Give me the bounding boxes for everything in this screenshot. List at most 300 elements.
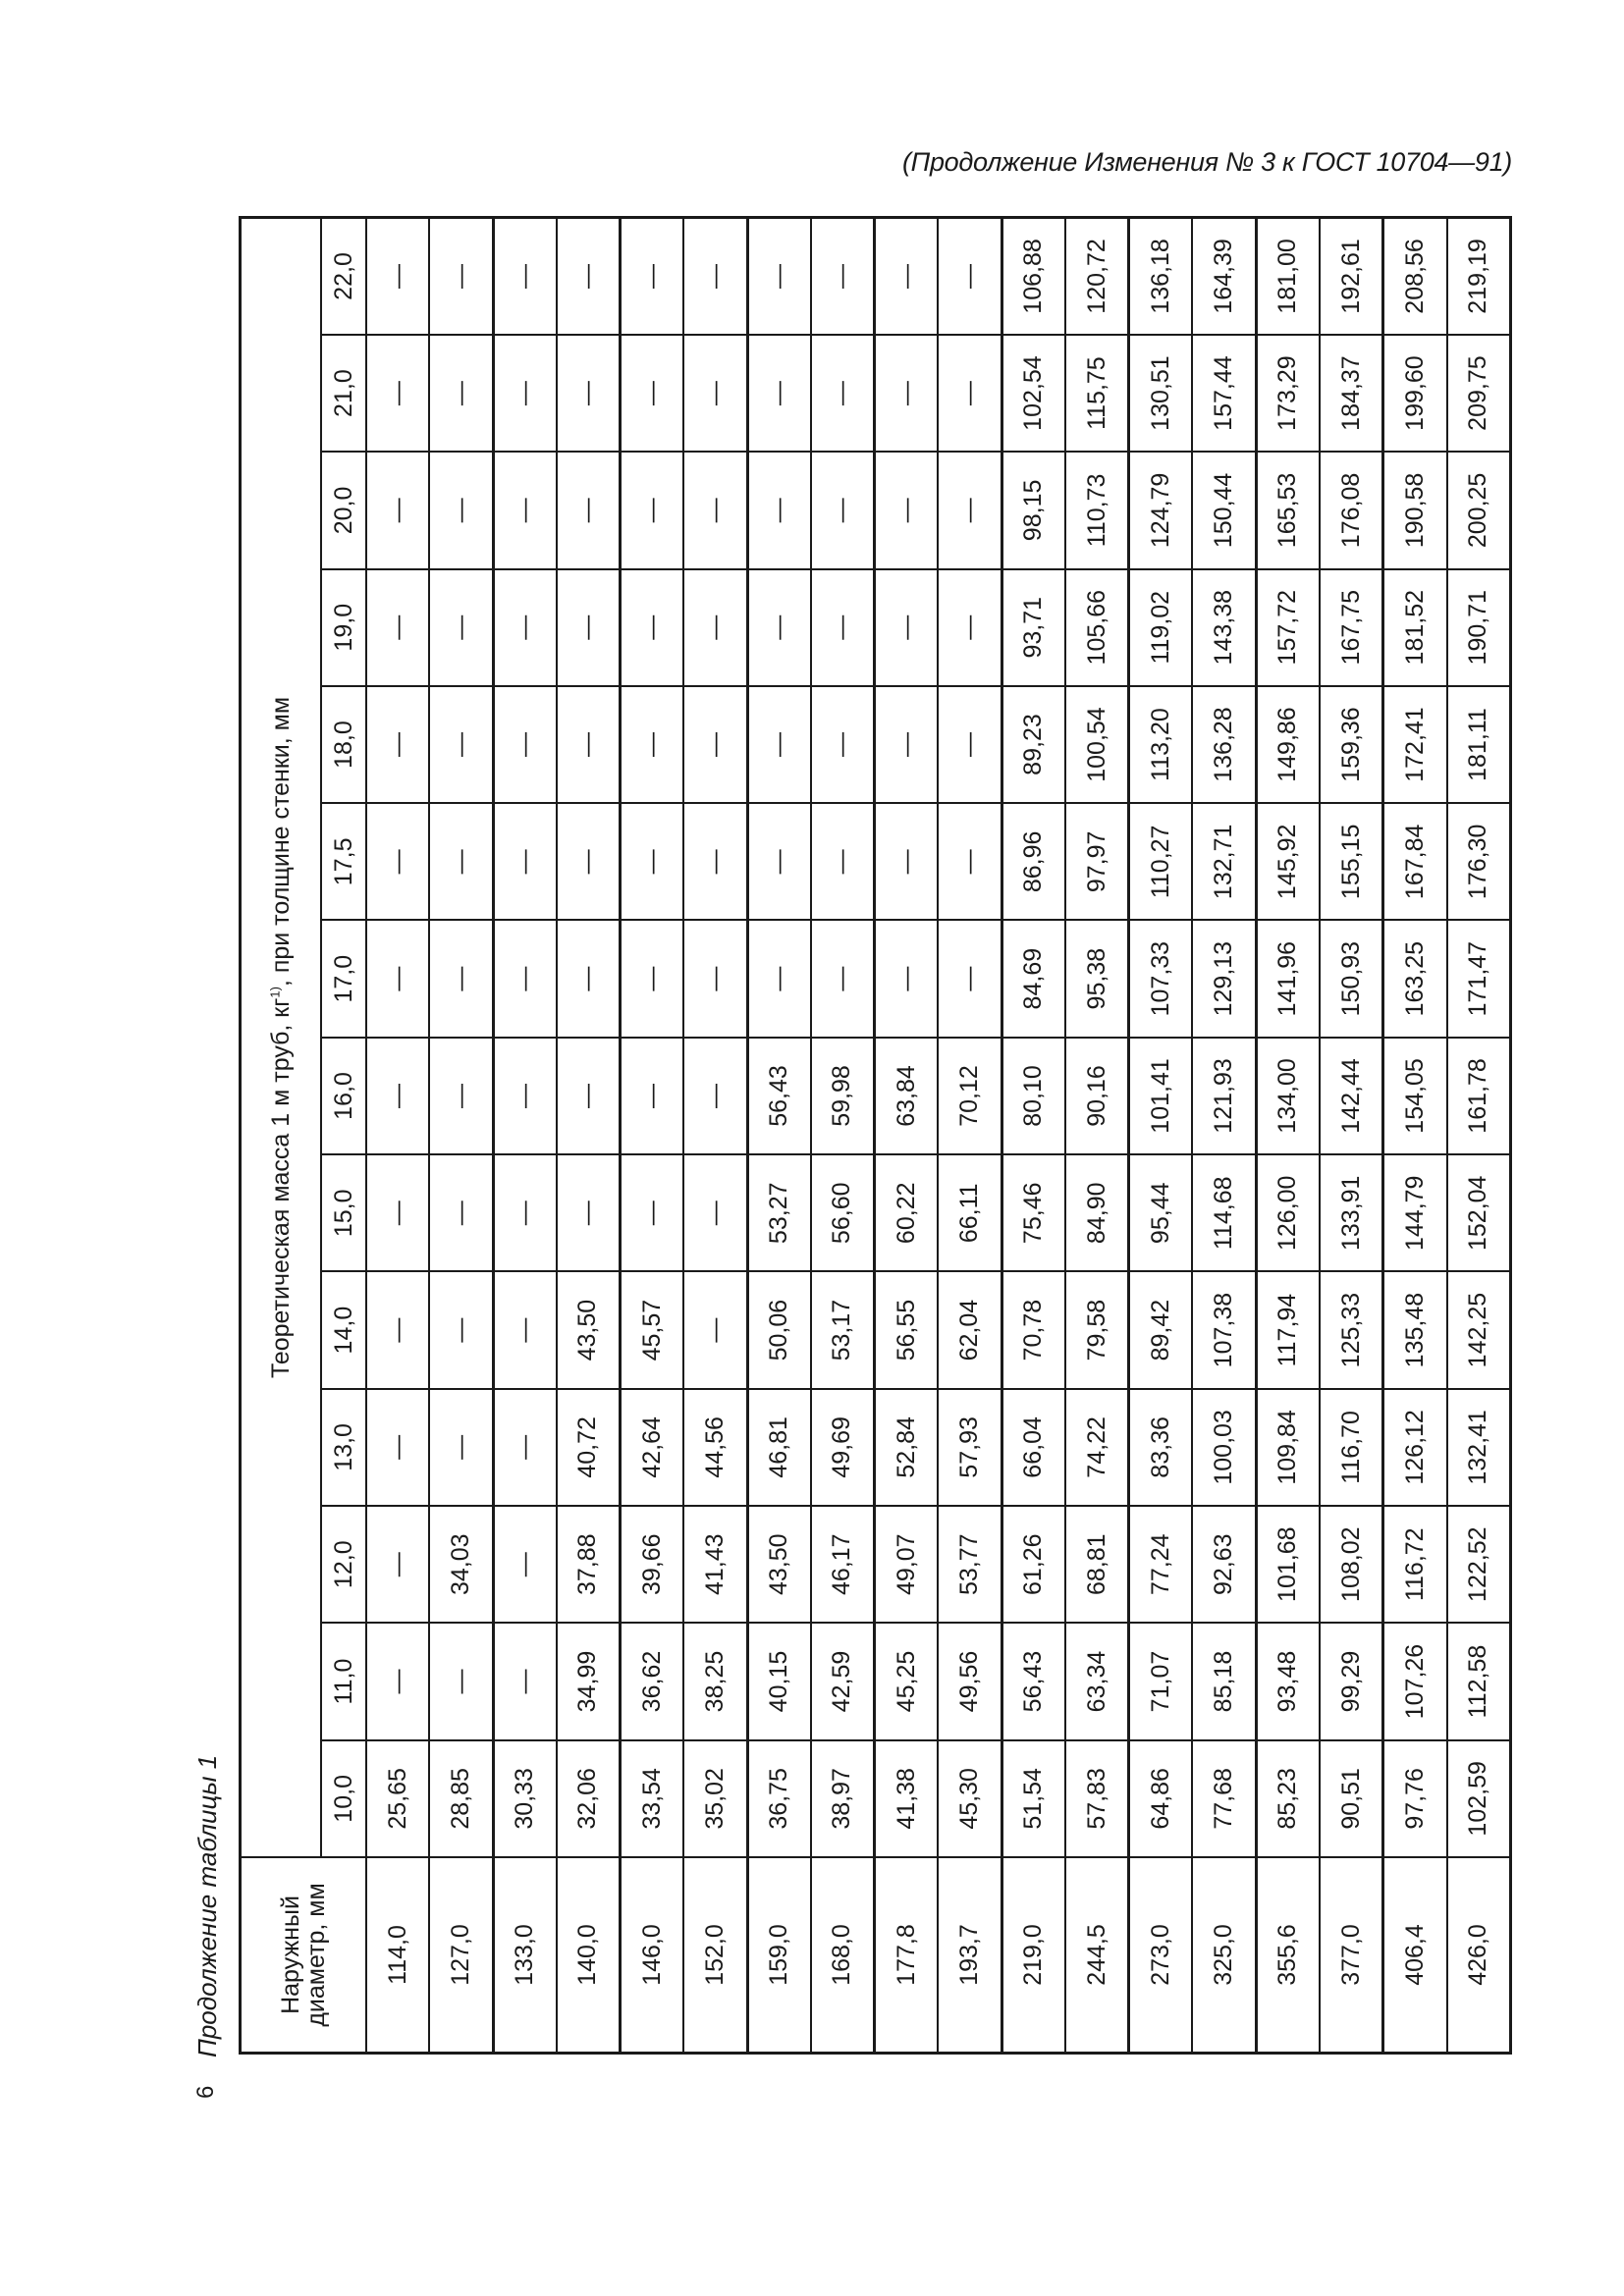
mass-cell: 199,60 [1383,335,1447,452]
mass-cell: 45,57 [621,1271,684,1388]
mass-cell: 143,38 [1192,569,1256,686]
empty-cell: — [811,686,875,803]
mass-cell: 45,30 [938,1740,1001,1857]
mass-cell: 105,66 [1065,569,1129,686]
mass-cell: 102,54 [1001,335,1065,452]
mass-cell: 184,37 [1320,335,1383,452]
thickness-header: 17,0 [321,921,366,1038]
empty-cell: — [366,803,429,920]
mass-cell: 42,59 [811,1623,875,1739]
mass-cell: 53,27 [747,1154,811,1271]
table-row [1129,218,1193,2054]
diameter-cell: 146,0 [621,1857,684,2054]
mass-cell: 130,51 [1129,335,1193,452]
mass-cell: 98,15 [1001,452,1065,568]
mass-cell: 149,86 [1256,686,1320,803]
mass-cell: 40,72 [557,1389,621,1506]
empty-cell: — [875,803,939,920]
mass-cell: 68,81 [1065,1506,1129,1623]
mass-cell: 46,81 [747,1389,811,1506]
mass-cell: 35,02 [683,1740,747,1857]
mass-cell: 132,71 [1192,803,1256,920]
empty-cell: — [429,218,493,335]
mass-cell: 164,39 [1192,218,1256,335]
mass-cell: 95,38 [1065,921,1129,1038]
mass-cell: 100,54 [1065,686,1129,803]
mass-cell: 86,96 [1001,803,1065,920]
empty-cell: — [366,921,429,1038]
mass-cell: 41,38 [875,1740,939,1857]
mass-cell: 93,71 [1001,569,1065,686]
empty-cell: — [429,1389,493,1506]
mass-cell: 71,07 [1129,1623,1193,1739]
mass-cell: 114,68 [1192,1154,1256,1271]
mass-cell: 41,43 [683,1506,747,1623]
mass-cell: 46,17 [811,1506,875,1623]
mass-cell: 142,25 [1447,1271,1511,1388]
mass-cell: 84,69 [1001,921,1065,1038]
empty-cell: — [493,686,557,803]
group-header-text: Теоретическая масса 1 м труб, кг [266,997,295,1379]
thickness-header: 11,0 [321,1623,366,1739]
mass-cell: 56,43 [1001,1623,1065,1739]
empty-cell: — [621,686,684,803]
empty-cell: — [875,921,939,1038]
page-number: 6 [192,2085,219,2099]
empty-cell: — [747,686,811,803]
table-row [1320,218,1383,2054]
thickness-header: 22,0 [321,218,366,335]
empty-cell: — [429,1154,493,1271]
empty-cell: — [811,335,875,452]
thickness-header: 14,0 [321,1271,366,1388]
empty-cell: — [429,1038,493,1154]
empty-cell: — [938,569,1001,686]
mass-cell: 52,84 [875,1389,939,1506]
mass-cell: 122,52 [1447,1506,1511,1623]
empty-cell: — [683,1154,747,1271]
mass-table [239,216,1512,2055]
diameter-cell: 219,0 [1001,1857,1065,2054]
mass-cell: 157,44 [1192,335,1256,452]
empty-cell: — [683,686,747,803]
mass-cell: 142,44 [1320,1038,1383,1154]
empty-cell: — [683,1271,747,1388]
table-row [429,218,493,2054]
mass-cell: 40,15 [747,1623,811,1739]
mass-cell: 97,76 [1383,1740,1447,1857]
mass-cell: 106,88 [1001,218,1065,335]
empty-cell: — [683,452,747,568]
header-row-group [241,218,322,2054]
mass-cell: 113,20 [1129,686,1193,803]
mass-cell: 107,26 [1383,1623,1447,1739]
mass-cell: 90,16 [1065,1038,1129,1154]
mass-cell: 110,73 [1065,452,1129,568]
diameter-cell: 127,0 [429,1857,493,2054]
table-row [621,218,684,2054]
empty-cell: — [621,1038,684,1154]
mass-cell: 83,36 [1129,1389,1193,1506]
mass-cell: 172,41 [1383,686,1447,803]
mass-cell: 56,55 [875,1271,939,1388]
mass-cell: 28,85 [429,1740,493,1857]
mass-cell: 200,25 [1447,452,1511,568]
mass-cell: 100,03 [1192,1389,1256,1506]
mass-cell: 57,93 [938,1389,1001,1506]
empty-cell: — [747,218,811,335]
table-row [493,218,557,2054]
mass-cell: 159,36 [1320,686,1383,803]
mass-cell: 126,12 [1383,1389,1447,1506]
mass-cell: 56,43 [747,1038,811,1154]
mass-cell: 97,97 [1065,803,1129,920]
empty-cell: — [493,803,557,920]
mass-cell: 167,75 [1320,569,1383,686]
table-row [557,218,621,2054]
table-row [1065,218,1129,2054]
mass-cell: 74,22 [1065,1389,1129,1506]
mass-cell: 70,12 [938,1038,1001,1154]
mass-table-container [239,216,1512,2055]
empty-cell: — [875,569,939,686]
mass-cell: 116,72 [1383,1506,1447,1623]
empty-cell: — [683,1038,747,1154]
empty-cell: — [938,218,1001,335]
mass-cell: 62,04 [938,1271,1001,1388]
mass-cell: 84,90 [1065,1154,1129,1271]
mass-cell: 43,50 [747,1506,811,1623]
mass-cell: 57,83 [1065,1740,1129,1857]
thickness-header: 17,5 [321,803,366,920]
thickness-header: 15,0 [321,1154,366,1271]
mass-cell: 34,03 [429,1506,493,1623]
empty-cell: — [493,1154,557,1271]
table-row [366,218,429,2054]
mass-cell: 49,69 [811,1389,875,1506]
empty-cell: — [366,1506,429,1623]
mass-cell: 36,62 [621,1623,684,1739]
empty-cell: — [747,569,811,686]
table-row [938,218,1001,2054]
empty-cell: — [493,1038,557,1154]
empty-cell: — [683,335,747,452]
mass-cell: 95,44 [1129,1154,1193,1271]
thickness-header: 18,0 [321,686,366,803]
mass-cell: 141,96 [1256,921,1320,1038]
mass-cell: 163,25 [1383,921,1447,1038]
table-row [1256,218,1320,2054]
mass-cell: 93,48 [1256,1623,1320,1739]
mass-cell: 110,27 [1129,803,1193,920]
mass-cell: 85,18 [1192,1623,1256,1739]
empty-cell: — [366,1038,429,1154]
diameter-cell: 377,0 [1320,1857,1383,2054]
empty-cell: — [811,803,875,920]
empty-cell: — [557,218,621,335]
empty-cell: — [621,452,684,568]
mass-cell: 154,05 [1383,1038,1447,1154]
empty-cell: — [621,218,684,335]
empty-cell: — [747,803,811,920]
mass-cell: 44,56 [683,1389,747,1506]
table-row [875,218,939,2054]
mass-cell: 134,00 [1256,1038,1320,1154]
mass-cell: 157,72 [1256,569,1320,686]
mass-cell: 77,24 [1129,1506,1193,1623]
mass-cell: 101,41 [1129,1038,1193,1154]
empty-cell: — [429,1623,493,1739]
mass-cell: 176,08 [1320,452,1383,568]
empty-cell: — [493,335,557,452]
empty-cell: — [557,452,621,568]
empty-cell: — [429,921,493,1038]
mass-cell: 126,00 [1256,1154,1320,1271]
empty-cell: — [875,452,939,568]
mass-cell: 181,52 [1383,569,1447,686]
empty-cell: — [493,1271,557,1388]
mass-cell: 192,61 [1320,218,1383,335]
mass-cell: 66,04 [1001,1389,1065,1506]
empty-cell: — [493,218,557,335]
mass-cell: 109,84 [1256,1389,1320,1506]
diameter-cell: 177,8 [875,1857,939,2054]
mass-cell: 56,60 [811,1154,875,1271]
mass-cell: 173,29 [1256,335,1320,452]
diameter-cell: 325,0 [1192,1857,1256,2054]
mass-cell: 49,07 [875,1506,939,1623]
table-row [683,218,747,2054]
empty-cell: — [621,569,684,686]
mass-cell: 129,13 [1192,921,1256,1038]
empty-cell: — [621,803,684,920]
mass-cell: 32,06 [557,1740,621,1857]
diameter-cell: 273,0 [1129,1857,1193,2054]
empty-cell: — [811,452,875,568]
table-row [1383,218,1447,2054]
empty-cell: — [366,335,429,452]
empty-cell: — [938,803,1001,920]
mass-cell: 107,38 [1192,1271,1256,1388]
empty-cell: — [557,803,621,920]
mass-cell: 136,28 [1192,686,1256,803]
empty-cell: — [621,335,684,452]
table-row [811,218,875,2054]
mass-cell: 75,46 [1001,1154,1065,1271]
mass-cell: 155,15 [1320,803,1383,920]
table-row [747,218,811,2054]
table-row [1192,218,1256,2054]
empty-cell: — [747,335,811,452]
mass-cell: 145,92 [1256,803,1320,920]
mass-cell: 190,71 [1447,569,1511,686]
mass-cell: 181,00 [1256,218,1320,335]
empty-cell: — [875,686,939,803]
mass-cell: 90,51 [1320,1740,1383,1857]
empty-cell: — [366,569,429,686]
diameter-header: Наружный диаметр, мм [241,1857,367,2054]
empty-cell: — [557,686,621,803]
footnote-ref: 1) [267,987,283,998]
mass-cell: 43,50 [557,1271,621,1388]
table-body [366,218,1511,2054]
diameter-cell: 114,0 [366,1857,429,2054]
empty-cell: — [366,1154,429,1271]
mass-cell: 50,06 [747,1271,811,1388]
empty-cell: — [938,335,1001,452]
mass-cell: 89,42 [1129,1271,1193,1388]
thickness-header: 19,0 [321,569,366,686]
mass-cell: 66,11 [938,1154,1001,1271]
mass-cell: 117,94 [1256,1271,1320,1388]
empty-cell: — [493,1389,557,1506]
mass-cell: 144,79 [1383,1154,1447,1271]
diameter-cell: 426,0 [1447,1857,1511,2054]
empty-cell: — [429,803,493,920]
mass-cell: 49,56 [938,1623,1001,1739]
diameter-cell: 193,7 [938,1857,1001,2054]
mass-cell: 33,54 [621,1740,684,1857]
mass-cell: 152,04 [1447,1154,1511,1271]
empty-cell: — [366,452,429,568]
mass-cell: 63,34 [1065,1623,1129,1739]
mass-cell: 64,86 [1129,1740,1193,1857]
group-header-text-post: , при толщине стенки, мм [266,696,295,988]
mass-cell: 77,68 [1192,1740,1256,1857]
empty-cell: — [875,218,939,335]
mass-cell: 107,33 [1129,921,1193,1038]
mass-cell: 37,88 [557,1506,621,1623]
mass-cell: 102,59 [1447,1740,1511,1857]
empty-cell: — [811,569,875,686]
empty-cell: — [557,335,621,452]
empty-cell: — [429,452,493,568]
table-caption: Продолжение таблицы 1 [192,1754,222,2057]
header-row-thickness [321,218,366,2054]
thickness-header: 16,0 [321,1038,366,1154]
mass-cell: 167,84 [1383,803,1447,920]
mass-cell: 150,44 [1192,452,1256,568]
diameter-cell: 244,5 [1065,1857,1129,2054]
page-header: (Продолжение Изменения № 3 к ГОСТ 10704—91) [901,147,1512,177]
empty-cell: — [747,452,811,568]
empty-cell: — [366,1271,429,1388]
mass-group-header [241,218,322,1858]
mass-cell: 42,64 [621,1389,684,1506]
thickness-header: 20,0 [321,452,366,568]
mass-cell: 116,70 [1320,1389,1383,1506]
mass-cell: 25,65 [366,1740,429,1857]
mass-cell: 39,66 [621,1506,684,1623]
empty-cell: — [683,569,747,686]
thickness-header: 12,0 [321,1506,366,1623]
diameter-cell: 152,0 [683,1857,747,2054]
thickness-header: 10,0 [321,1740,366,1857]
empty-cell: — [747,921,811,1038]
mass-cell: 36,75 [747,1740,811,1857]
empty-cell: — [811,921,875,1038]
mass-cell: 99,29 [1320,1623,1383,1739]
diameter-cell: 133,0 [493,1857,557,2054]
mass-cell: 150,93 [1320,921,1383,1038]
mass-cell: 30,33 [493,1740,557,1857]
mass-cell: 125,33 [1320,1271,1383,1388]
empty-cell: — [493,921,557,1038]
empty-cell: — [621,921,684,1038]
mass-cell: 34,99 [557,1623,621,1739]
mass-cell: 133,91 [1320,1154,1383,1271]
empty-cell: — [557,1154,621,1271]
mass-cell: 85,23 [1256,1740,1320,1857]
mass-cell: 53,17 [811,1271,875,1388]
mass-cell: 171,47 [1447,921,1511,1038]
mass-cell: 181,11 [1447,686,1511,803]
mass-cell: 209,75 [1447,335,1511,452]
empty-cell: — [493,1506,557,1623]
mass-cell: 61,26 [1001,1506,1065,1623]
thickness-header: 13,0 [321,1389,366,1506]
mass-cell: 70,78 [1001,1271,1065,1388]
empty-cell: — [366,1389,429,1506]
thickness-header: 21,0 [321,335,366,452]
mass-cell: 101,68 [1256,1506,1320,1623]
empty-cell: — [875,335,939,452]
diameter-cell: 406,4 [1383,1857,1447,2054]
empty-cell: — [366,1623,429,1739]
mass-cell: 38,97 [811,1740,875,1857]
empty-cell: — [429,1271,493,1388]
mass-cell: 115,75 [1065,335,1129,452]
empty-cell: — [493,452,557,568]
mass-cell: 60,22 [875,1154,939,1271]
mass-cell: 161,78 [1447,1038,1511,1154]
mass-cell: 135,48 [1383,1271,1447,1388]
empty-cell: — [683,921,747,1038]
mass-cell: 136,18 [1129,218,1193,335]
empty-cell: — [938,452,1001,568]
mass-cell: 132,41 [1447,1389,1511,1506]
diameter-cell: 159,0 [747,1857,811,2054]
empty-cell: — [938,686,1001,803]
mass-cell: 165,53 [1256,452,1320,568]
empty-cell: — [557,1038,621,1154]
diameter-cell: 140,0 [557,1857,621,2054]
empty-cell: — [683,218,747,335]
mass-cell: 176,30 [1447,803,1511,920]
diameter-cell: 355,6 [1256,1857,1320,2054]
table-row [1447,218,1511,2054]
empty-cell: — [683,803,747,920]
mass-cell: 89,23 [1001,686,1065,803]
mass-cell: 219,19 [1447,218,1511,335]
empty-cell: — [493,569,557,686]
empty-cell: — [429,569,493,686]
diameter-cell: 168,0 [811,1857,875,2054]
mass-cell: 119,02 [1129,569,1193,686]
mass-cell: 190,58 [1383,452,1447,568]
mass-cell: 51,54 [1001,1740,1065,1857]
mass-cell: 79,58 [1065,1271,1129,1388]
mass-cell: 63,84 [875,1038,939,1154]
mass-cell: 59,98 [811,1038,875,1154]
empty-cell: — [557,921,621,1038]
mass-cell: 208,56 [1383,218,1447,335]
mass-cell: 124,79 [1129,452,1193,568]
mass-cell: 45,25 [875,1623,939,1739]
mass-cell: 53,77 [938,1506,1001,1623]
empty-cell: — [557,569,621,686]
empty-cell: — [938,921,1001,1038]
